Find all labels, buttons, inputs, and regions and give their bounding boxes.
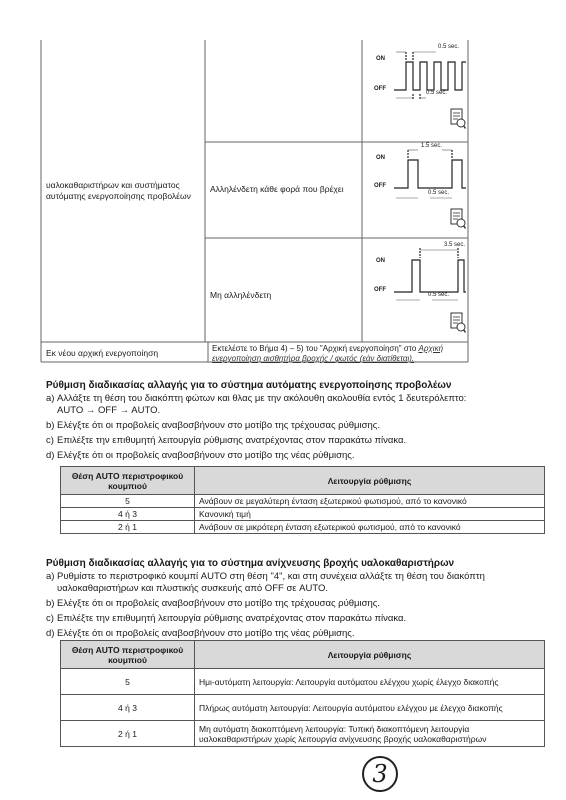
table-row: 5 Ημι-αυτόματη λειτουργία: Λειτουργία αυτόματου ελέγχου χωρίς έλεγχο διακοπής [61, 669, 545, 695]
off-label: OFF [374, 183, 386, 189]
document-check-icon [450, 312, 466, 334]
table-row: 5 Ανάβουν σε μεγαλύτερη ένταση εξωτερικού φωτισμού, από το κανονικό [61, 495, 545, 508]
section2-settings-table [60, 640, 545, 747]
top-interval-label: 1.5 sec. [421, 143, 443, 149]
bottom-interval-label: 0.5 sec. [426, 90, 448, 96]
section1-settings-table [60, 466, 545, 534]
bottom-interval-label: 0.5 sec. [428, 292, 450, 298]
top-interval-label: 3.5 sec. [444, 242, 466, 248]
section1-steps [46, 393, 546, 462]
step-item: b) Ελέγξτε ότι οι προβολείς αναβοσβήνουν στο μοτίβο της τρέχουσας ρύθμισης. [46, 598, 381, 609]
step-item: c) Επιλέξτε την επιθυμητή λειτουργία ρύθμισης ανατρέχοντας στον παρακάτω πίνακα. [46, 435, 407, 446]
step-item: AUTO → OFF → AUTO. [57, 405, 161, 416]
page-number: 3 [372, 760, 388, 788]
row-not-linked-label: Μη αλληλένδετη [210, 290, 272, 300]
header-function: Λειτουργία ρύθμισης [195, 467, 545, 495]
step-item: υαλοκαθαριστήρων και πλυστικής συσκευής από OFF σε AUTO. [57, 583, 329, 594]
system-label: υαλοκαθαριστήρων και συστήματος αυτόματης ενεργοποίησης προβολέων [46, 180, 191, 201]
row-linked-label: Αλληλένδετη κάθε φορά που βρέχει [210, 184, 344, 194]
section1-title: Ρύθμιση διαδικασίας αλλαγής για το σύστημα αυτόματης ενεργοποίησης προβολέων [46, 380, 452, 391]
step-item: c) Επιλέξτε την επιθυμητή λειτουργία ρύθμισης ανατρέχοντας στον παρακάτω πίνακα. [46, 613, 407, 624]
section2-steps [46, 571, 551, 640]
header-position: Θέση AUTO περιστροφικού κουμπιού [61, 467, 195, 495]
section2-title: Ρύθμιση διαδικασίας αλλαγής για το σύστημα ανίχνευσης βροχής υαλοκαθαριστήρων [46, 558, 455, 569]
table-row: 4 ή 3 Πλήρως αυτόματη λειτουργία: Λειτουργία αυτόματου ελέγχου με έλεγχο διακοπής [61, 695, 545, 721]
top-interval-label: 0.5 sec. [438, 44, 460, 50]
timing-diagram-linked [366, 140, 466, 235]
table-row: 2 ή 1 Μη αυτόματη διακοπτόμενη λειτουργία: Τυπική διακοπτόμενη λειτουργία υαλοκαθαριστήρων χωρίς λειτουργία ανίχνευσης βροχής υαλοκαθαριστήρων [61, 721, 545, 747]
step-item: d) Ελέγξτε ότι οι προβολείς αναβοσβήνουν στο μοτίβο της νέας ρύθμισης. [46, 450, 355, 461]
reinit-instruction [212, 344, 468, 364]
on-label: ON [376, 258, 385, 264]
document-check-icon [450, 108, 466, 130]
reinit-link[interactable]: Αρχική ενεργοποίηση αισθητήρα βροχής / φωτός (εάν διατίθεται). [212, 344, 444, 363]
off-label: OFF [374, 86, 386, 92]
reinit-text: Εκτελέστε το Βήμα 4) – 5) του "Αρχική ενεργοποίηση" στο [212, 344, 419, 353]
timing-diagram-fast-blink [366, 42, 466, 137]
reinit-label: Εκ νέου αρχική ενεργοποίηση [46, 348, 159, 358]
off-label: OFF [374, 287, 386, 293]
header-position: Θέση AUTO περιστροφικού κουμπιού [61, 641, 195, 669]
table-row: 2 ή 1 Ανάβουν σε μικρότερη ένταση εξωτερικού φωτισμού, από το κανονικό [61, 521, 545, 534]
on-label: ON [376, 56, 385, 62]
step-item: a) Ρυθμίστε το περιστροφικό κουμπί AUTO στη θέση "4", και στη συνέχεια αλλάξτε τη θέση του διακόπτη [46, 571, 485, 582]
step-item: d) Ελέγξτε ότι οι προβολείς αναβοσβήνουν στο μοτίβο της νέας ρύθμισης. [46, 628, 355, 639]
step-item: a) Αλλάξτε τη θέση του διακόπτη φώτων και θλας με την ακόλουθη ακολουθία εντός 1 δευτερόλεπτο: [46, 393, 467, 404]
step-item: b) Ελέγξτε ότι οι προβολείς αναβοσβήνουν στο μοτίβο της τρέχουσας ρύθμισης. [46, 420, 381, 431]
header-function: Λειτουργία ρύθμισης [195, 641, 545, 669]
document-check-icon [450, 208, 466, 230]
bottom-interval-label: 0.5 sec. [428, 190, 450, 196]
table-row: 4 ή 3 Κανονική τιμή [61, 508, 545, 521]
timing-diagram-not-linked [366, 238, 466, 338]
on-label: ON [376, 155, 385, 161]
